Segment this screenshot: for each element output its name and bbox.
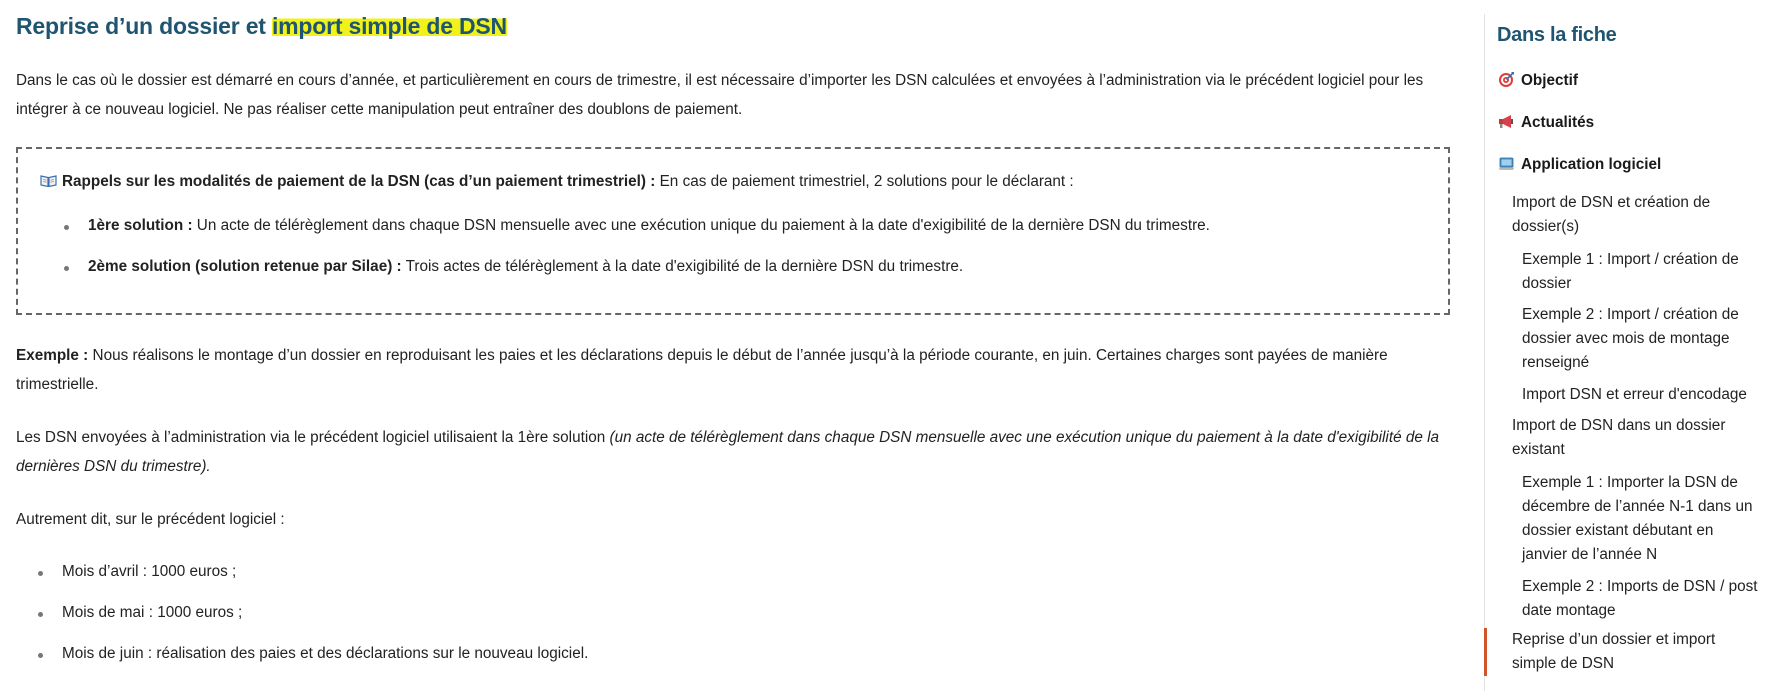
intro-paragraph [16, 66, 1423, 124]
toc-item-actualites[interactable] [1498, 113, 1594, 132]
solution-2-text: Trois actes de télérèglement à la date d'exigibilité de la dernière DSN du trimestre. [401, 258, 964, 275]
dsn-line-1: Les DSN envoyées à l’administration via le précédent logiciel utilisaient la 1ère solution [16, 429, 610, 446]
open-book-icon [40, 175, 57, 187]
toc-item-label: Objectif [1521, 72, 1578, 89]
toc-item-application[interactable] [1498, 155, 1661, 174]
toc-subitem[interactable]: Exemple 2 : Import / création de dossier avec mois de montage renseigné [1522, 306, 1739, 371]
toc-subitem[interactable]: Exemple 1 : Importer la DSN de décembre de l’année N-1 dans un dossier existant débutant en janvier de l’année N [1522, 474, 1753, 563]
solution-1-label: 1ère solution : [88, 217, 193, 234]
callout-heading [40, 173, 1074, 191]
callout-heading-text: En cas de paiement trimestriel, 2 solutions pour le déclarant : [655, 173, 1074, 190]
autrement-paragraph: Autrement dit, sur le précédent logiciel : [16, 511, 285, 528]
months-list [16, 563, 588, 686]
toc-subitem[interactable]: Import DSN et erreur d'encodage [1522, 386, 1747, 403]
toc-title: Dans la fiche [1497, 24, 1617, 46]
table-of-contents [1484, 14, 1772, 691]
dsn-paragraph [16, 423, 1439, 481]
list-item [42, 217, 1210, 258]
solution-1-text: Un acte de télérèglement dans chaque DSN mensuelle avec une exécution unique du paiement à la date d'exigibilité de la dernière DSN du trimestre. [192, 217, 1210, 234]
intro-line-2: intégrer à ce nouveau logiciel. Ne pas réaliser cette manipulation peut entraîner des doublons de paiement. [16, 101, 743, 118]
list-item: Mois d’avril : 1000 euros ; [16, 563, 588, 604]
list-item: Mois de juin : réalisation des paies et des déclarations sur le nouveau logiciel. [16, 645, 588, 686]
list-item [42, 258, 1210, 276]
toc-item-label: Application logiciel [1521, 156, 1662, 173]
example-line-1: Nous réalisons le montage d’un dossier en reproduisant les paies et les déclarations depuis le début de l’année jusqu’à la période courante, en juin. Certaines charges sont payées de manière [88, 347, 1388, 364]
dsn-line-1-italic: (un acte de télérèglement dans chaque DSN mensuelle avec une exécution unique du paiement à la date d'exigibilité de la [609, 429, 1440, 446]
dsn-line-2-italic: dernières DSN du trimestre). [16, 458, 211, 475]
section-title [16, 13, 507, 40]
payment-solutions-list [42, 217, 1210, 276]
toc-subitem[interactable]: Import de DSN et création de dossier(s) [1512, 194, 1711, 235]
intro-line-1: Dans le cas où le dossier est démarré en cours d’année, et particulièrement en cours de trimestre, il est nécessaire d’importer les DSN calculées et envoyées à l’administration via le précédent logiciel pour les [16, 72, 1424, 89]
megaphone-icon [1498, 113, 1515, 130]
title-text: Reprise d’un dossier et [16, 13, 272, 39]
example-paragraph [16, 341, 1388, 399]
laptop-icon [1498, 155, 1515, 172]
target-icon [1498, 71, 1515, 88]
toc-subitem[interactable]: Import de DSN dans un dossier existant [1512, 417, 1726, 458]
title-highlight: import simple de DSN [271, 13, 507, 39]
toc-subitem[interactable]: Exemple 1 : Import / création de dossier [1522, 251, 1739, 292]
solution-2-label: 2ème solution (solution retenue par Silae) : [88, 258, 402, 275]
toc-subitem[interactable]: Exemple 2 : Imports de DSN / post date montage [1522, 578, 1758, 619]
toc-subitem-active[interactable]: Reprise d’un dossier et import simple de DSN [1484, 628, 1740, 676]
toc-item-objectif[interactable] [1498, 71, 1578, 90]
payment-reminder-callout [16, 147, 1450, 315]
toc-item-label: Actualités [1521, 114, 1595, 131]
example-line-2: trimestrielle. [16, 376, 99, 393]
callout-heading-bold: Rappels sur les modalités de paiement de la DSN (cas d’un paiement trimestriel) : [62, 173, 656, 190]
list-item: Mois de mai : 1000 euros ; [16, 604, 588, 645]
example-label: Exemple : [16, 347, 89, 364]
